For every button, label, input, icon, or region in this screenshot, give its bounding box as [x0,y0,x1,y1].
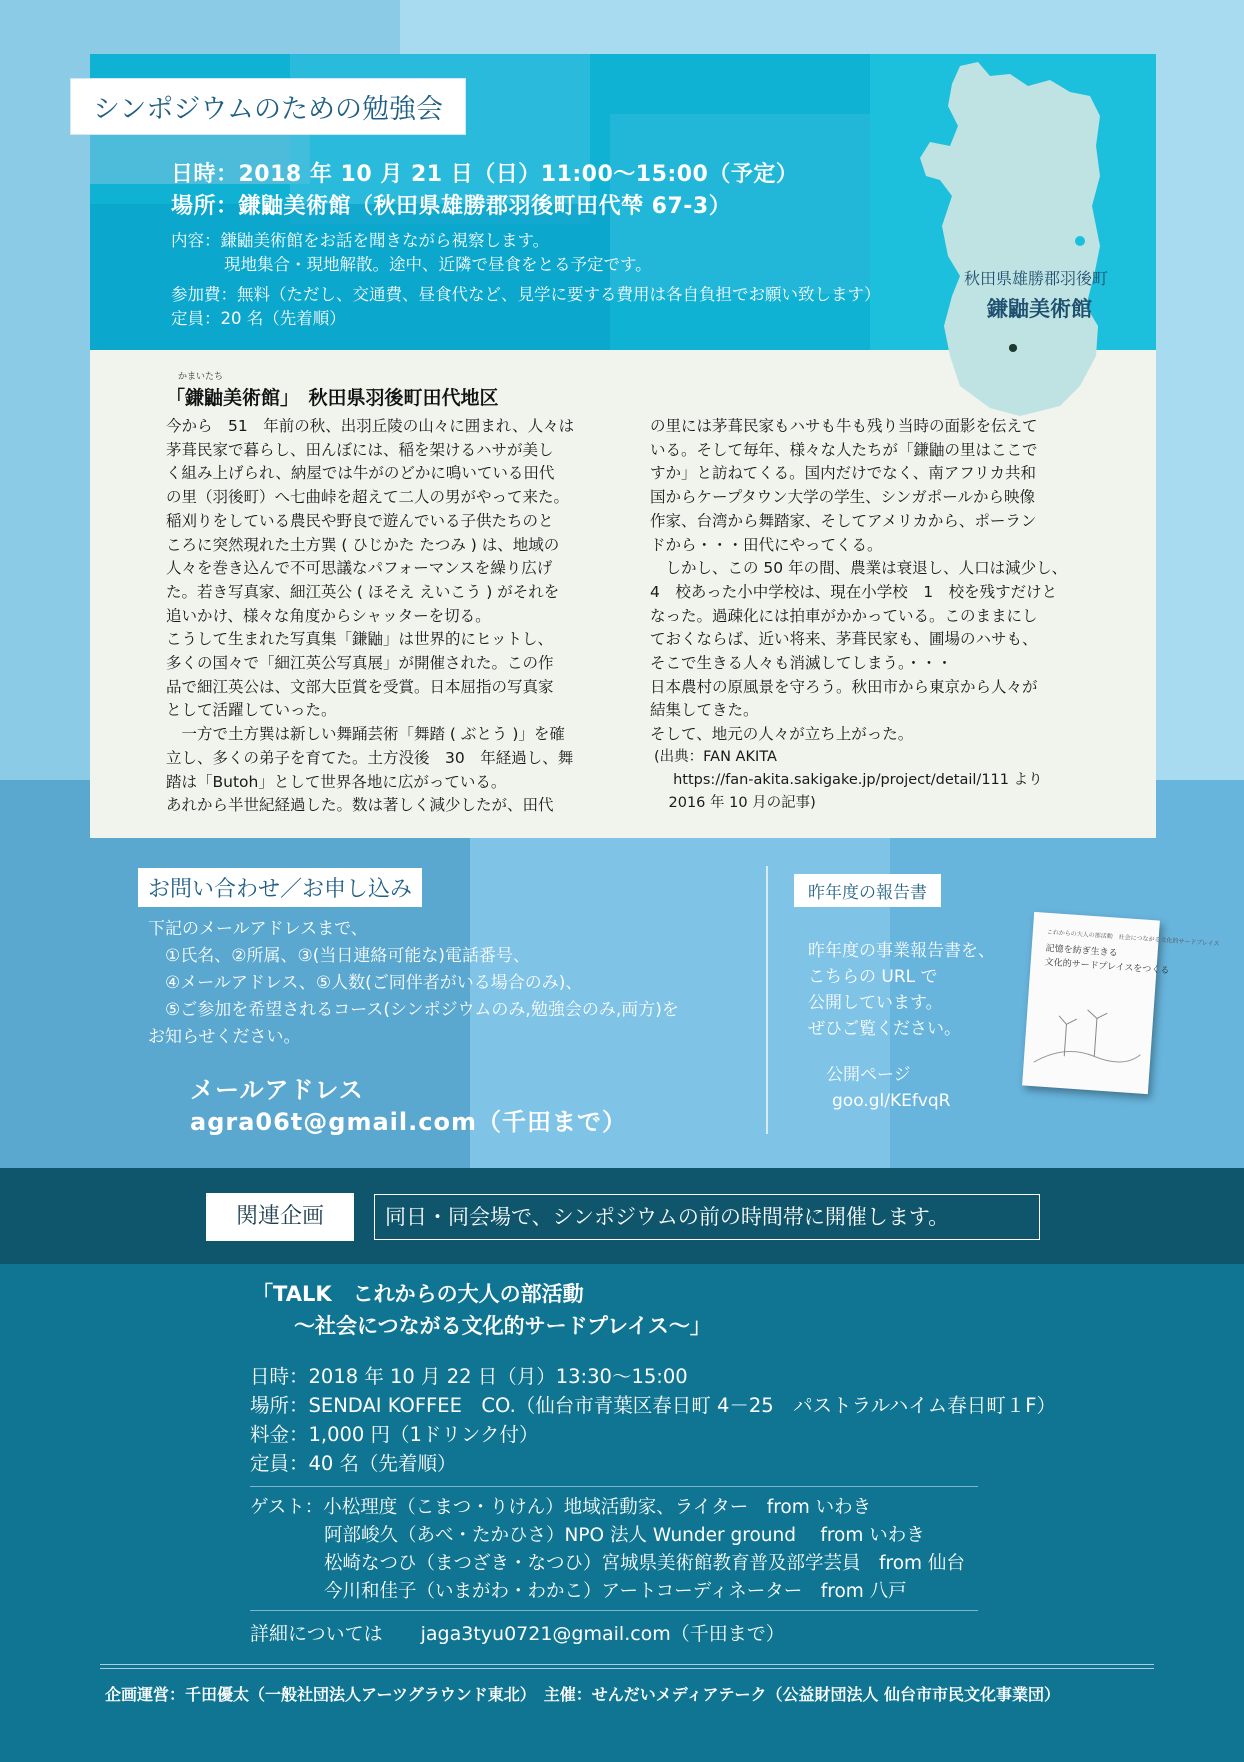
study-fee: 参加費：無料（ただし、交通費、昼食代など、見学に要する費用は各自負担でお願い致します） [171,285,881,304]
article-source [654,746,1043,815]
talk-place: 場所：SENDAI KOFFEE CO.（仙台市青葉区春日町 4－25 パストラルハイム春日町１F） [250,1394,1056,1417]
article-right-line: いる。そして毎年、様々な人たちが「鎌鼬の里はここで [650,440,1038,459]
article-right-line: の里には茅葺民家もハサも牛も残り当時の面影を伝えて [650,417,1038,435]
report-line: 昨年度の事業報告書を、 [808,941,995,961]
contact-line: 下記のメールアドレスまで、 [148,919,368,939]
source-line: 2016 年 10 月の記事) [654,795,816,811]
report-url[interactable]: goo.gl/KEfvqR [832,1091,951,1111]
panel-tile [90,204,610,350]
article-left-line: の里（羽後町）へ七曲峠を超えて二人の男がやって来た。 [166,488,570,507]
related-label: 関連企画 [206,1193,354,1241]
guest-line: 松崎なつひ（まつざき・なつひ）宮城県美術館教育普及部学芸員 from 仙台 [250,1553,965,1574]
source-line: https://fan-akita.sakigake.jp/project/detail/111 より [654,772,1043,788]
guest-line: ゲスト：小松理度（こまつ・りけん）地域活動家、ライター from いわき [250,1497,872,1518]
footer-credits: 企画運営：千田優太（一般社団法人アーツグラウンド東北） 主催：せんだいメディアテーク（公益財団法人 仙台市市民文化事業団） [105,1685,1061,1704]
article-right-line: 日本農村の原風景を守ろう。秋田市から東京から人々が [650,677,1038,696]
article-left-line: た。若き写真家、細江英公 ( ほそえ えいこう ) がそれを [166,582,560,601]
article-right-line: 国からケープタウン大学の学生、シンガポールから映像 [650,488,1035,507]
contact-label: お問い合わせ／お申し込み [138,868,422,907]
article-left-line: 立し、多くの弟子を育てた。土方没後 30 年経過し、舞 [166,748,574,767]
study-content: 内容：鎌鼬美術館をお話を聞きながら視察します。 [171,231,550,250]
article-left-line: 人々を巻き込んで不可思議なパフォーマンスを繰り広げ [166,559,553,578]
article-left-column [166,415,574,818]
footer-divider [100,1664,1154,1665]
email-address[interactable]: agra06t@gmail.com（千田まで） [190,1108,627,1136]
article-right-column [650,415,1067,747]
book-small-title: これからの大人の部活動 社会につながる文化的サードプレイス [1046,928,1220,948]
article-right-line: 結集してきた。 [650,701,759,720]
article-left-line: 追いかけ、様々な角度からシャッターを切る。 [166,606,491,625]
contact-line: お知らせください。 [148,1027,301,1047]
article-left-line: として活躍していった。 [166,701,337,720]
title-ruby: かまいたち [178,372,224,382]
email-block [190,1074,627,1138]
footer-divider [100,1668,1154,1669]
article-right-line: 作家、台湾から舞踏家、そしてアメリカから、ポーラン [650,511,1037,530]
article-left-line: 多くの国々で「細江英公写真展」が開催された。この作 [166,654,554,673]
article-left-line: こうして生まれた写真集「鎌鼬」は世界的にヒットし、 [166,630,554,649]
article-right-line: 4 校あった小中学校は、現在小学校 1 校を残すだけと [650,582,1058,601]
article-left-line: あれから半世紀経過した。数は著しく減少したが、田代 [166,796,554,815]
book-title-1: 記憶を紡ぎ生きる [1045,943,1118,959]
report-line: ぜひご覧ください。 [808,1019,961,1039]
study-content-2: 現地集合・現地解散。途中、近隣で昼食をとる予定です。 [224,255,652,274]
book-title-2: 文化的サードプレイスをつくる [1044,957,1170,977]
divider [250,1610,978,1611]
article-right-line: すか」と訪ねてくる。国内だけでなく、南アフリカ共和 [650,464,1037,483]
report-book-cover [1022,912,1220,1094]
divider [250,1486,978,1487]
book-illustration [1033,992,1144,1079]
article-left-line: 今から 51 年前の秋、出羽丘陵の山々に囲まれ、人々は [166,417,575,435]
akita-map-lower [900,56,1110,456]
report-line: こちらの URL で [808,967,938,987]
study-capacity: 定員：20 名（先着順） [171,309,346,328]
article-left-line: 品で細江英公は、文部大臣賞を受賞。日本屈指の写真家 [166,677,554,696]
vertical-divider [766,866,768,1134]
contact-instructions [148,916,679,1051]
article-right-line: ドから・・・田代にやってくる。 [650,535,883,554]
article-left-line: 一方で土方巽は新しい舞踊芸術「舞踏 ( ぶとう )」を確 [166,725,565,744]
guest-line: 阿部峻久（あべ・たかひさ）NPO 法人 Wunder ground from いわき [250,1525,925,1546]
report-page-label: 公開ページ [826,1065,911,1085]
article-left-line: 踏は「Butoh」として世界各地に広がっている。 [166,772,507,791]
study-session-title: シンポジウムのための勉強会 [70,78,466,135]
talk-title-line1: 「TALK これからの大人の部活動 [252,1282,584,1306]
map-label-town: 秋田県雄勝郡羽後町 [964,269,1109,288]
report-label: 昨年度の報告書 [794,874,941,907]
article-left-line: 稲刈りをしている農民や野良で遊んでいる子供たちのと [166,511,554,530]
article-left-line: ころに突然現れた土方巽 ( ひじかた たつみ ) は、地域の [166,535,560,554]
article-title: 「鎌鼬美術館」 秋田県羽後町田代地区 [166,387,499,409]
talk-info [250,1362,1056,1478]
contact-line: ①氏名、②所属、③(当日連絡可能な)電話番号、 [148,946,530,966]
report-description [808,938,995,1042]
report-line: 公開しています。 [808,993,943,1013]
related-description: 同日・同会場で、シンポジウムの前の時間帯に開催します。 [374,1194,1040,1240]
article-right-line: そして、地元の人々が立ち上がった。 [650,725,914,744]
guest-line: 今川和佳子（いまがわ・わかこ）アートコーディネーター from 八戸 [250,1581,907,1602]
talk-fee: 料金：1,000 円（1ドリンク付） [250,1423,539,1446]
guest-list [250,1494,965,1606]
article-left-line: く組み上げられ、納屋では牛がのどかに鳴いている田代 [166,464,555,483]
talk-title [252,1278,711,1342]
contact-line: ⑤ご参加を希望されるコース(シンポジウムのみ,勉強会のみ,両方)を [148,1000,679,1020]
study-date: 日時：2018 年 10 月 21 日（日）11:00〜15:00（予定） [171,162,799,187]
article-right-line: しかし、この 50 年の間、農業は衰退し、人口は減少し、 [650,559,1068,578]
talk-date: 日時：2018 年 10 月 22 日（月）13:30〜15:00 [250,1365,688,1388]
talk-title-line2: ～社会につながる文化的サードプレイス～」 [252,1314,711,1338]
article-left-line: 茅葺民家で暮らし、田んぼには、稲を架けるハサが美し [166,440,554,459]
map-label-museum: 鎌鼬美術館 [987,297,1092,321]
email-label: メールアドレス [190,1076,364,1104]
source-line: (出典：FAN AKITA [654,749,777,765]
talk-detail-contact: 詳細については jaga3tyu0721@gmail.com（千田まで） [250,1623,785,1645]
study-place: 場所：鎌鼬美術館（秋田県雄勝郡羽後町田代梺 67-3） [171,194,732,219]
article-right-line: ておくならば、近い将来、茅葺民家も、圃場のハサも、 [650,630,1038,649]
talk-capacity: 定員：40 名（先着順） [250,1452,457,1475]
contact-line: ④メールアドレス、⑤人数(ご同伴者がいる場合のみ)、 [148,973,583,993]
report-page [826,1062,950,1114]
article-right-line: そこで生きる人々も消滅してしまう。・・・ [650,654,953,673]
article-right-line: なった。過疎化には拍車がかかっている。このままにし [650,606,1038,625]
